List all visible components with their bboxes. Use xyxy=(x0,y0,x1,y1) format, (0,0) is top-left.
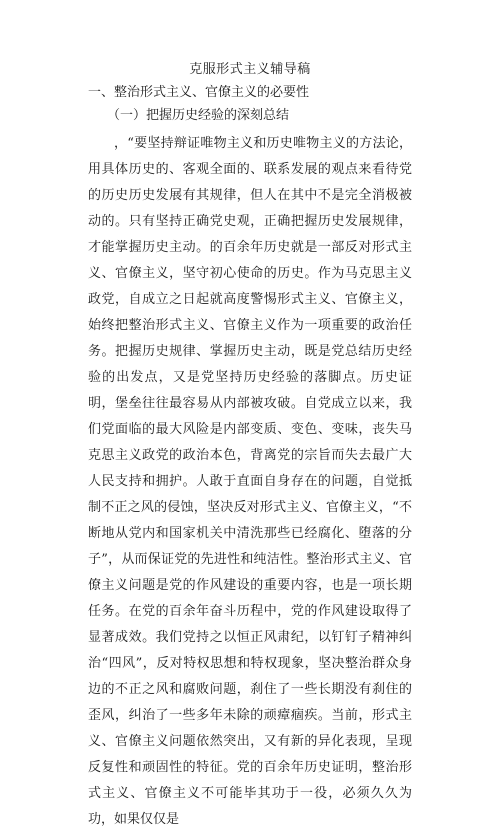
body-paragraph: ，“要坚持辩证唯物主义和历史唯物主义的方法论，用具体历史的、客观全面的、联系发展的观点来看待党的历史历史发展有其规律，但人在其中不是完全消极被动的。只有坚持正确党史观，正确把握历史发展规律，才能掌握历史主动。的百余年历史就是一部反对形式主义、官僚主义，坚守初心使命的历史。作为马克思主义政党，自成立之日起就高度警惕形式主义、官僚主义，始终把整治形式主义、官僚主义作为一项重要的政治任务。把握历史规律、掌握历史主动，既是党总结历史经验的出发点，又是党坚持历史经验的落脚点。历史证明，堡垒往往最容易从内部被攻破。自党成立以来，我们党面临的最大风险是内部变质、变色、变味，丧失马克思主义政党的政治本色，背离党的宗旨而失去最广大人民支持和拥护。人敢于直面自身存在的问题，自觉抵制不正之风的侵蚀，坚决反对形式主义、官僚主义，“不断地从党内和国家机关中清洗那些已经腐化、堕落的分子”，从而保证党的先进性和纯洁性。整治形式主义、官僚主义问题是党的作风建设的重要内容，也是一项长期任务。在党的百余年奋斗历程中，党的作风建设取得了显著成效。我们党持之以恒正风肃纪，以钉钉子精神纠治“四风”，反对特权思想和特权现象，坚决整治群众身边的不正之风和腐败问题，刹住了一些长期没有刹住的歪风，纠治了一些多年未除的顽瘴痼疾。当前，形式主义、官僚主义问题依然突出，又有新的异化表现，呈现反复性和顽固性的特征。党的百余年历史证明，整治形式主义、官僚主义不可能毕其功于一役，必须久久为功，如果仅仅是 xyxy=(88,136,412,827)
subsection-heading: （一）把握历史经验的深刻总结 xyxy=(107,108,290,123)
section-heading: 一、整治形式主义、官僚主义的必要性 xyxy=(88,85,310,100)
document-title: 克服形式主义辅导稿 xyxy=(189,62,311,77)
